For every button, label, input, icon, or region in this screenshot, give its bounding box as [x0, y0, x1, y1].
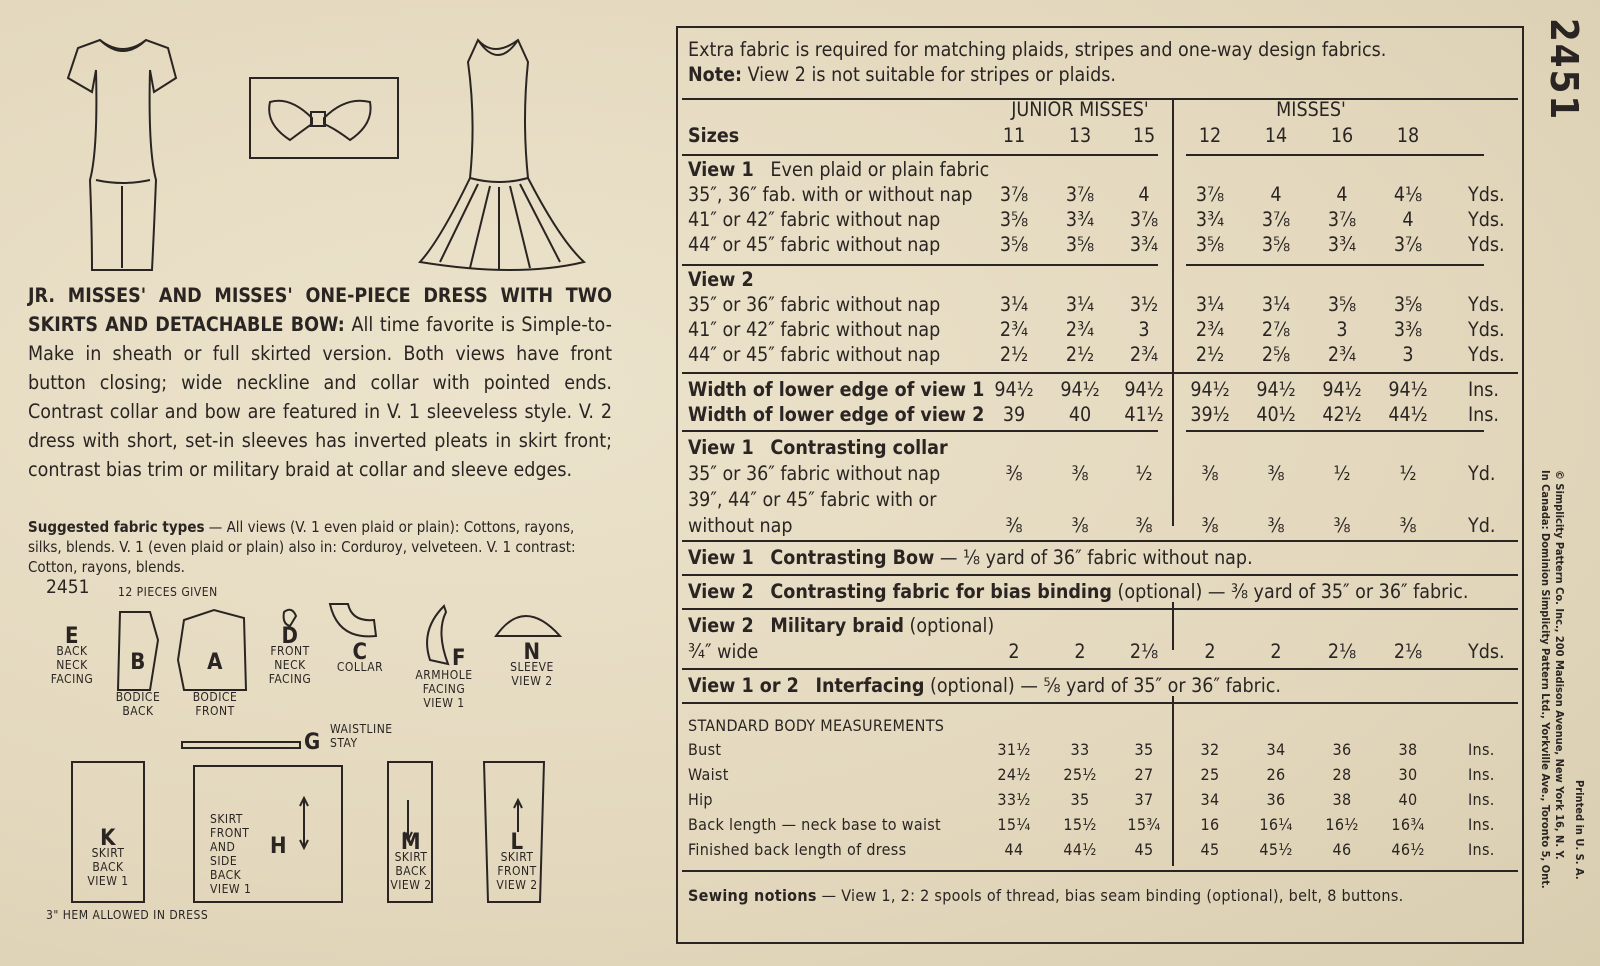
cell-value: 40 [1068, 403, 1092, 426]
row-label: 44″ or 45″ fabric without nap [688, 233, 941, 256]
cell-value: 35 [1070, 790, 1090, 809]
cell-value: 3⅝ [1393, 293, 1423, 316]
cell-value: 33 [1070, 740, 1090, 759]
pattern-description [28, 281, 612, 484]
piece-G-letter: G [304, 730, 321, 755]
view2-heading [688, 268, 754, 291]
collar-heading-label: View 1 [688, 436, 754, 459]
piece-C-shape [330, 604, 376, 636]
chart-note-label: Note: [688, 63, 743, 86]
piece-A-letter: A [207, 650, 223, 675]
piece-K-label: SKIRT BACK VIEW 1 [87, 846, 129, 888]
collar-row-2-label-a: 39″, 44″ or 45″ fabric with or [688, 488, 937, 511]
piece-F [412, 668, 476, 710]
yardage-chart [676, 26, 1524, 944]
cell-value: ⅜ [1333, 514, 1351, 537]
cell-value: 3¾ [1327, 233, 1357, 256]
piece-D-label: FRONT NECK FACING [268, 644, 312, 686]
cell-value: 94½ [994, 378, 1034, 401]
cell-value: 94½ [1388, 378, 1428, 401]
interfacing-label: View 1 or 2 [688, 674, 799, 697]
cell-value: 3⅝ [1065, 233, 1095, 256]
cell-value: 44½ [1388, 403, 1428, 426]
cell-value: 3⅝ [1327, 293, 1357, 316]
full-dress-drawing [420, 40, 584, 270]
piece-F-label: ARMHOLE FACING VIEW 1 [415, 668, 473, 710]
piece-K [74, 826, 142, 888]
cell-value: 16½ [1325, 815, 1359, 834]
piece-F-shape [427, 606, 448, 664]
cell-value: 3⅞ [1195, 183, 1225, 206]
collar-heading [688, 436, 948, 459]
cell-value: 39½ [1190, 403, 1230, 426]
cell-value: 2¾ [1065, 318, 1095, 341]
row-label: Hip [688, 790, 713, 809]
pieces-pattern-number: 2451 [46, 576, 90, 598]
cell-value: 4 [1402, 208, 1414, 231]
row-label: 35″, 36″ fab. with or without nap [688, 183, 973, 206]
cell-value: 42½ [1322, 403, 1362, 426]
cell-value: 3 [1138, 318, 1150, 341]
piece-H-label: SKIRT FRONT AND SIDE BACK VIEW 1 [210, 812, 252, 896]
sizes-label-text: Sizes [688, 124, 740, 147]
unit-label: Yds. [1468, 318, 1505, 341]
unit-label: Yds. [1468, 208, 1505, 231]
cell-value: 2⅞ [1261, 318, 1291, 341]
cell-value: 35 [1134, 740, 1154, 759]
cell-value: 2¾ [1195, 318, 1225, 341]
cell-value: 3⅝ [1195, 233, 1225, 256]
row-label: without nap [688, 514, 793, 537]
cell-value: ⅜ [1005, 462, 1023, 485]
pattern-description-body: All time favorite is Simple-to-Make in sheath or full skirted version. Both views have front button closing; wide neckline and collar with pointed ends. Contrast collar and bow are featured in V. 1 sleeveless style. V. 2 dress with short, set-in sleeves has inverted pleats in skirt front; contrast bias trim or military braid at collar and sleeve edges. [28, 313, 612, 481]
cell-value: 28 [1332, 765, 1352, 784]
row-label: ¾″ wide [688, 640, 759, 663]
piece-N-shape [496, 616, 560, 636]
suggested-fabrics-text: — All views (V. 1 even plaid or plain): Cottons, rayons, silks, blends. V. 1 (even plaid or plain) also in: Corduroy, velveteen. V. 1 contrast: Cotton, rayons, blends. [28, 518, 576, 576]
side-line-2: In Canada: Dominion Simplicity Pattern Ltd., Yorkville Ave., Toronto 5, Ont. [1539, 470, 1552, 889]
row-label: 41″ or 42″ fabric without nap [688, 318, 941, 341]
piece-N-letter: N [523, 640, 541, 665]
row-label: 35″ or 36″ fabric without nap [688, 293, 941, 316]
unit-label: Ins. [1468, 840, 1495, 859]
cell-value: 31½ [997, 740, 1031, 759]
unit-label: Ins. [1468, 790, 1495, 809]
row-label: 41″ or 42″ fabric without nap [688, 208, 941, 231]
cell-value: 45 [1200, 840, 1220, 859]
suggested-fabrics [28, 517, 612, 577]
piece-M-letter: M [400, 830, 422, 855]
cell-value: ⅜ [1201, 514, 1219, 537]
pieces-count: 12 PIECES GIVEN [118, 585, 218, 599]
size-13: 13 [1068, 124, 1092, 147]
cell-value: 3¾ [1129, 233, 1159, 256]
cell-value: 2½ [1065, 343, 1095, 366]
row-label: Bust [688, 740, 722, 759]
cell-value: ⅜ [1201, 462, 1219, 485]
cell-value: 94½ [1190, 378, 1230, 401]
row-label: Back length — neck base to waist [688, 815, 941, 834]
cell-value: 94½ [1060, 378, 1100, 401]
cell-value: 40½ [1256, 403, 1296, 426]
piece-E-label: BACK NECK FACING [50, 644, 94, 686]
piece-A-label: BODICE FRONT [192, 690, 238, 718]
bow-label: View 1 [688, 546, 754, 569]
suggested-fabrics-label: Suggested fabric types [28, 518, 205, 536]
unit-label: Ins. [1468, 815, 1495, 834]
bias-line [688, 580, 1468, 603]
cell-value: 37 [1134, 790, 1154, 809]
braid-line [688, 614, 994, 637]
piece-B [108, 650, 168, 718]
sewing-notions-text: — View 1, 2: 2 spools of thread, bias seam binding (optional), belt, 8 buttons. [816, 886, 1404, 905]
cell-value: 44 [1004, 840, 1024, 859]
cell-value: ⅜ [1399, 514, 1417, 537]
cell-value: 15¼ [997, 815, 1031, 834]
cell-value: 2 [1204, 640, 1216, 663]
pattern-title: JR. MISSES' AND MISSES' ONE-PIECE DRESS WITH TWO SKIRTS AND DETACHABLE BOW: [28, 284, 612, 336]
cell-value: 3⅞ [999, 183, 1029, 206]
cell-value: 38 [1332, 790, 1352, 809]
misses-header: MISSES' [1276, 98, 1346, 121]
row-label: Waist [688, 765, 729, 784]
interfacing-text: (optional) — ⅝ yard of 35″ or 36″ fabric. [924, 674, 1281, 697]
side-copyright [1540, 470, 1596, 940]
cell-value: 3⅜ [1393, 318, 1423, 341]
bias-label: View 2 [688, 580, 754, 603]
piece-N-label: SLEEVE VIEW 2 [510, 660, 554, 688]
cell-value: 4 [1138, 183, 1150, 206]
cell-value: 25 [1200, 765, 1220, 784]
cell-value: 26 [1266, 765, 1286, 784]
piece-B-label: BODICE BACK [115, 690, 161, 718]
cell-value: 94½ [1124, 378, 1164, 401]
unit-label: Ins. [1468, 765, 1495, 784]
std-measurements-heading: STANDARD BODY MEASUREMENTS [688, 716, 945, 735]
cell-value: 4 [1336, 183, 1348, 206]
view1-heading [688, 158, 989, 181]
sewing-notions-label: Sewing notions [688, 886, 817, 905]
bias-text: (optional) — ⅜ yard of 35″ or 36″ fabric. [1111, 580, 1469, 603]
cell-value: ⅜ [1071, 514, 1089, 537]
size-12: 12 [1198, 124, 1222, 147]
cell-value: 46½ [1391, 840, 1425, 859]
side-line-1: © Simplicity Pattern Co. Inc., 200 Madison Avenue, New York 16, N. Y. [1553, 470, 1566, 860]
piece-G-label: WAISTLINE STAY [330, 722, 393, 750]
cell-value: 3¾ [1065, 208, 1095, 231]
cell-value: 16¾ [1391, 815, 1425, 834]
row-label: Width of lower edge of view 2 [688, 403, 985, 426]
cell-value: 27 [1134, 765, 1154, 784]
unit-label: Yds. [1468, 640, 1505, 663]
piece-D-letter: D [281, 624, 299, 649]
bias-title: Contrasting fabric for bias binding [770, 580, 1112, 603]
piece-L-label: SKIRT FRONT VIEW 2 [496, 850, 538, 892]
cell-value: 2¾ [999, 318, 1029, 341]
cell-value: 4⅛ [1393, 183, 1423, 206]
junior-misses-header: JUNIOR MISSES' [1011, 98, 1149, 121]
chart-note-1: Extra fabric is required for matching plaids, stripes and one-way design fabrics. [688, 38, 1387, 61]
piece-M [388, 830, 434, 892]
cell-value: 3¾ [1195, 208, 1225, 231]
cell-value: 46 [1332, 840, 1352, 859]
piece-C-letter: C [352, 640, 368, 665]
chart-note-2 [688, 63, 1116, 86]
cell-value: 36 [1266, 790, 1286, 809]
size-16: 16 [1330, 124, 1354, 147]
cell-value: 3⅝ [1261, 233, 1291, 256]
unit-label: Yd. [1468, 514, 1496, 537]
cell-value: 44½ [1063, 840, 1097, 859]
cell-value: 25½ [1063, 765, 1097, 784]
cell-value: ⅜ [1267, 514, 1285, 537]
cell-value: 3⅞ [1129, 208, 1159, 231]
cell-value: 39 [1002, 403, 1026, 426]
cell-value: 34 [1200, 790, 1220, 809]
braid-text: (optional) [903, 614, 995, 637]
cell-value: 3¼ [1065, 293, 1095, 316]
hem-note: 3" HEM ALLOWED IN DRESS [46, 908, 209, 922]
sizes-label [688, 124, 739, 147]
unit-label: Yds. [1468, 183, 1505, 206]
bow-line [688, 546, 1253, 569]
braid-title: Military braid [770, 614, 904, 637]
unit-label: Yds. [1468, 293, 1505, 316]
cell-value: 3¼ [1261, 293, 1291, 316]
cell-value: 45½ [1259, 840, 1293, 859]
piece-K-letter: K [100, 826, 116, 851]
cell-value: ⅜ [1267, 462, 1285, 485]
cell-value: 16¼ [1259, 815, 1293, 834]
cell-value: 15¾ [1127, 815, 1161, 834]
cell-value: 3½ [1129, 293, 1159, 316]
cell-value: 2⅛ [1129, 640, 1159, 663]
size-11: 11 [1002, 124, 1026, 147]
cell-value: 2½ [999, 343, 1029, 366]
unit-label: Yds. [1468, 233, 1505, 256]
cell-value: 40 [1398, 790, 1418, 809]
cell-value: ⅜ [1005, 514, 1023, 537]
view1-heading-text: Even plaid or plain fabric [770, 158, 990, 181]
side-pattern-number: 2451 [1542, 18, 1586, 122]
unit-label: Ins. [1468, 378, 1500, 401]
cell-value: 3⅝ [999, 233, 1029, 256]
collar-heading-text: Contrasting collar [770, 436, 948, 459]
piece-F-letter: F [452, 646, 466, 671]
cell-value: 3⅞ [1393, 233, 1423, 256]
cell-value: 94½ [1256, 378, 1296, 401]
piece-E [44, 624, 100, 686]
cell-value: 3 [1402, 343, 1414, 366]
row-label: Width of lower edge of view 1 [688, 378, 985, 401]
cell-value: 38 [1398, 740, 1418, 759]
piece-G-shape [182, 742, 300, 748]
interfacing-title: Interfacing [815, 674, 925, 697]
size-18: 18 [1396, 124, 1420, 147]
side-pattern-number-wrap [1540, 18, 1596, 128]
cell-value: 3⅞ [1327, 208, 1357, 231]
side-line-3: Printed in U. S. A. [1573, 780, 1586, 880]
unit-label: Ins. [1468, 403, 1500, 426]
unit-label: Yd. [1468, 462, 1496, 485]
cell-value: ⅜ [1071, 462, 1089, 485]
braid-label: View 2 [688, 614, 754, 637]
piece-N [500, 640, 564, 688]
cell-value: 2¾ [1129, 343, 1159, 366]
cell-value: ½ [1135, 462, 1153, 485]
cell-value: 34 [1266, 740, 1286, 759]
cell-value: 30 [1398, 765, 1418, 784]
piece-L [490, 830, 544, 892]
piece-C [330, 640, 390, 674]
piece-H-letter: H [270, 834, 287, 859]
piece-M-label: SKIRT BACK VIEW 2 [390, 850, 432, 892]
cell-value: 45 [1134, 840, 1154, 859]
cell-value: 2 [1270, 640, 1282, 663]
cell-value: 3⅞ [1261, 208, 1291, 231]
piece-D [260, 624, 320, 686]
cell-value: ⅜ [1135, 514, 1153, 537]
unit-label: Ins. [1468, 740, 1495, 759]
cell-value: 33½ [997, 790, 1031, 809]
piece-A [182, 650, 248, 718]
piece-B-letter: B [130, 650, 146, 675]
cell-value: 2 [1074, 640, 1086, 663]
cell-value: 36 [1332, 740, 1352, 759]
cell-value: 41½ [1124, 403, 1164, 426]
interfacing-line [688, 674, 1281, 697]
cell-value: 32 [1200, 740, 1220, 759]
bow-title: Contrasting Bow [770, 546, 935, 569]
cell-value: 2¾ [1327, 343, 1357, 366]
cell-value: 2⅝ [1261, 343, 1291, 366]
cell-value: 2⅛ [1327, 640, 1357, 663]
size-15: 15 [1132, 124, 1156, 147]
cell-value: 2½ [1195, 343, 1225, 366]
cell-value: 2⅛ [1393, 640, 1423, 663]
cell-value: 3¼ [1195, 293, 1225, 316]
unit-label: Yds. [1468, 343, 1505, 366]
row-label: 35″ or 36″ fabric without nap [688, 462, 941, 485]
piece-L-letter: L [510, 830, 524, 855]
size-14: 14 [1264, 124, 1288, 147]
cell-value: ½ [1333, 462, 1351, 485]
cell-value: 16 [1200, 815, 1220, 834]
row-label: Finished back length of dress [688, 840, 907, 859]
cell-value: ½ [1399, 462, 1417, 485]
cell-value: 3⅝ [999, 208, 1029, 231]
sewing-notions [688, 886, 1404, 905]
cell-value: 94½ [1322, 378, 1362, 401]
cell-value: 4 [1270, 183, 1282, 206]
row-label: 44″ or 45″ fabric without nap [688, 343, 941, 366]
piece-C-label: COLLAR [336, 660, 384, 674]
bow-text: — ⅛ yard of 36″ fabric without nap. [934, 546, 1253, 569]
piece-E-letter: E [64, 624, 80, 649]
cell-value: 15½ [1063, 815, 1097, 834]
chart-note-text: View 2 is not suitable for stripes or plaids. [742, 63, 1116, 86]
cell-value: 3¼ [999, 293, 1029, 316]
view2-heading-label: View 2 [688, 268, 754, 291]
view1-heading-label: View 1 [688, 158, 754, 181]
cell-value: 3 [1336, 318, 1348, 341]
cell-value: 3⅞ [1065, 183, 1095, 206]
cell-value: 24½ [997, 765, 1031, 784]
cell-value: 2 [1008, 640, 1020, 663]
